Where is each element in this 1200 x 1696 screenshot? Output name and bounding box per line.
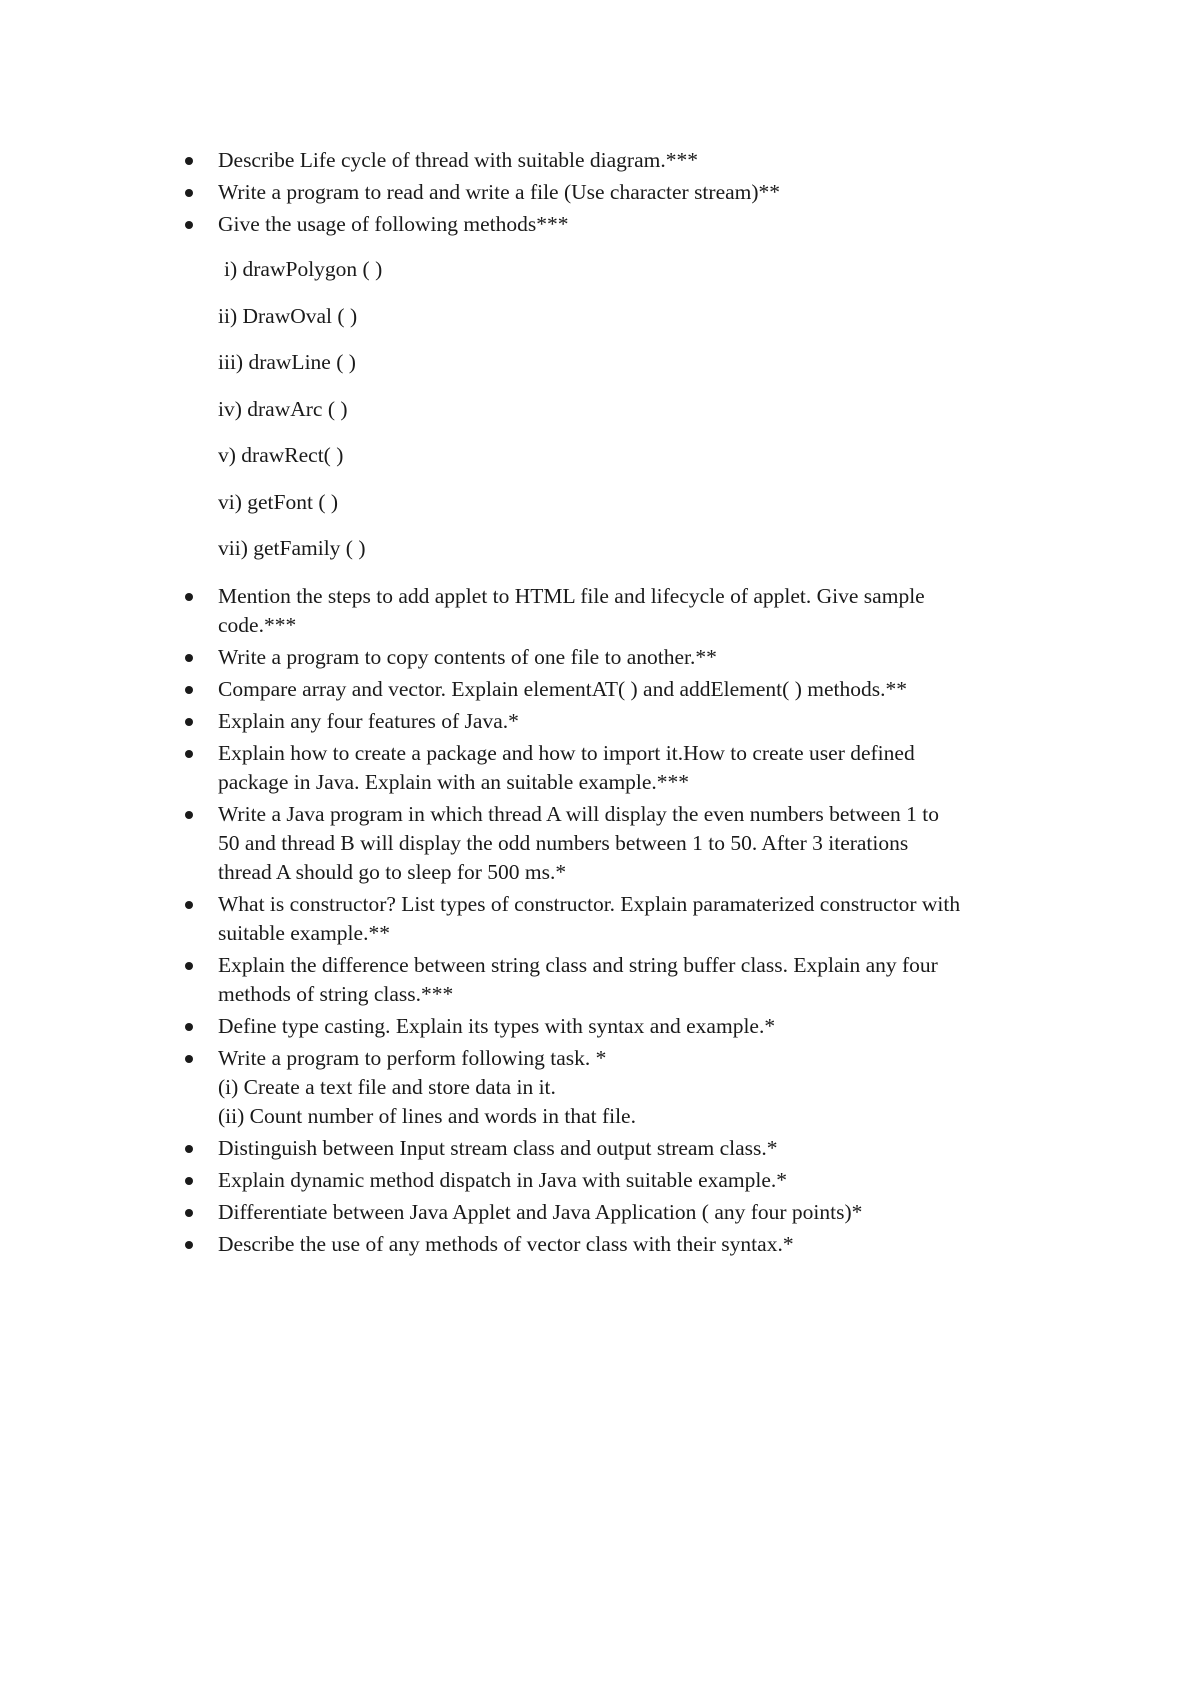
list-item [218,1198,1078,1227]
bullet-icon [185,1023,193,1031]
list-item [218,707,1078,736]
list-item [218,739,1078,797]
question-line: Write a program to perform following task. * [218,1046,607,1070]
question-line: code.*** [218,613,297,637]
bullet-icon [185,686,193,694]
question-line: Mention the steps to add applet to HTML file and lifecycle of applet. Give sample [218,584,925,608]
question-line: Describe the use of any methods of vector class with their syntax.* [218,1232,794,1256]
bullet-icon [185,962,193,970]
list-item [218,210,1078,239]
list-item [218,675,1078,704]
bullet-icon [185,718,193,726]
method-item: i) drawPolygon ( ) [224,257,383,281]
question-line: suitable example.** [218,921,390,945]
method-item: v) drawRect( ) [218,443,344,467]
question-line: Explain how to create a package and how to import it.How to create user defined [218,741,915,765]
question-line: 50 and thread B will display the odd numbers between 1 to 50. After 3 iterations [218,831,909,855]
list-item [218,1012,1078,1041]
bullet-icon [185,654,193,662]
list-item [218,1166,1078,1195]
question-line: Define type casting. Explain its types with syntax and example.* [218,1014,776,1038]
bullet-icon [185,750,193,758]
question-text: Describe Life cycle of thread with suitable diagram.*** [218,148,698,172]
bullet-icon [185,811,193,819]
bullet-icon [185,1145,193,1153]
question-text: Write a program to read and write a file (Use character stream)** [218,180,781,204]
bullet-icon [185,593,193,601]
bullet-icon [185,1241,193,1249]
question-line: package in Java. Explain with an suitable example.*** [218,770,690,794]
list-item [218,582,1078,640]
list-item [218,1044,1078,1131]
list-item [218,146,1078,175]
question-line: Explain the difference between string class and string buffer class. Explain any four [218,953,938,977]
question-list-bottom [218,582,1078,1262]
method-item: iv) drawArc ( ) [218,396,348,421]
question-list-top [218,146,1078,242]
question-line: (ii) Count number of lines and words in that file. [218,1104,636,1128]
question-line: Explain dynamic method dispatch in Java with suitable example.* [218,1168,788,1192]
list-item [218,800,1078,887]
question-line: Write a program to copy contents of one file to another.** [218,645,717,669]
list-item [218,951,1078,1009]
question-line: Compare array and vector. Explain elementAT( ) and addElement( ) methods.** [218,677,907,701]
list-item [218,890,1078,948]
list-item [218,643,1078,672]
question-text: Give the usage of following methods*** [218,212,569,236]
bullet-icon [185,157,193,165]
question-line: Distinguish between Input stream class and output stream class.* [218,1136,778,1160]
method-item: ii) DrawOval ( ) [218,303,358,328]
list-item [218,178,1078,207]
method-item: vi) getFont ( ) [218,489,339,514]
method-item: iii) drawLine ( ) [218,350,356,374]
question-line: methods of string class.*** [218,982,454,1006]
list-item [218,1230,1078,1259]
question-line: thread A should go to sleep for 500 ms.* [218,860,567,884]
question-line: Explain any four features of Java.* [218,709,519,733]
bullet-icon [185,189,193,197]
bullet-icon [185,901,193,909]
bullet-icon [185,1055,193,1063]
question-line: What is constructor? List types of constructor. Explain paramaterized constructor with [218,892,961,916]
question-line: Differentiate between Java Applet and Java Application ( any four points)* [218,1200,863,1224]
list-item [218,1134,1078,1163]
question-line: Write a Java program in which thread A will display the even numbers between 1 to [218,802,939,826]
bullet-icon [185,1209,193,1217]
bullet-icon [185,221,193,229]
bullet-icon [185,1177,193,1185]
method-list [218,255,382,581]
method-item: vii) getFamily ( ) [218,536,366,560]
question-line: (i) Create a text file and store data in it. [218,1075,556,1099]
